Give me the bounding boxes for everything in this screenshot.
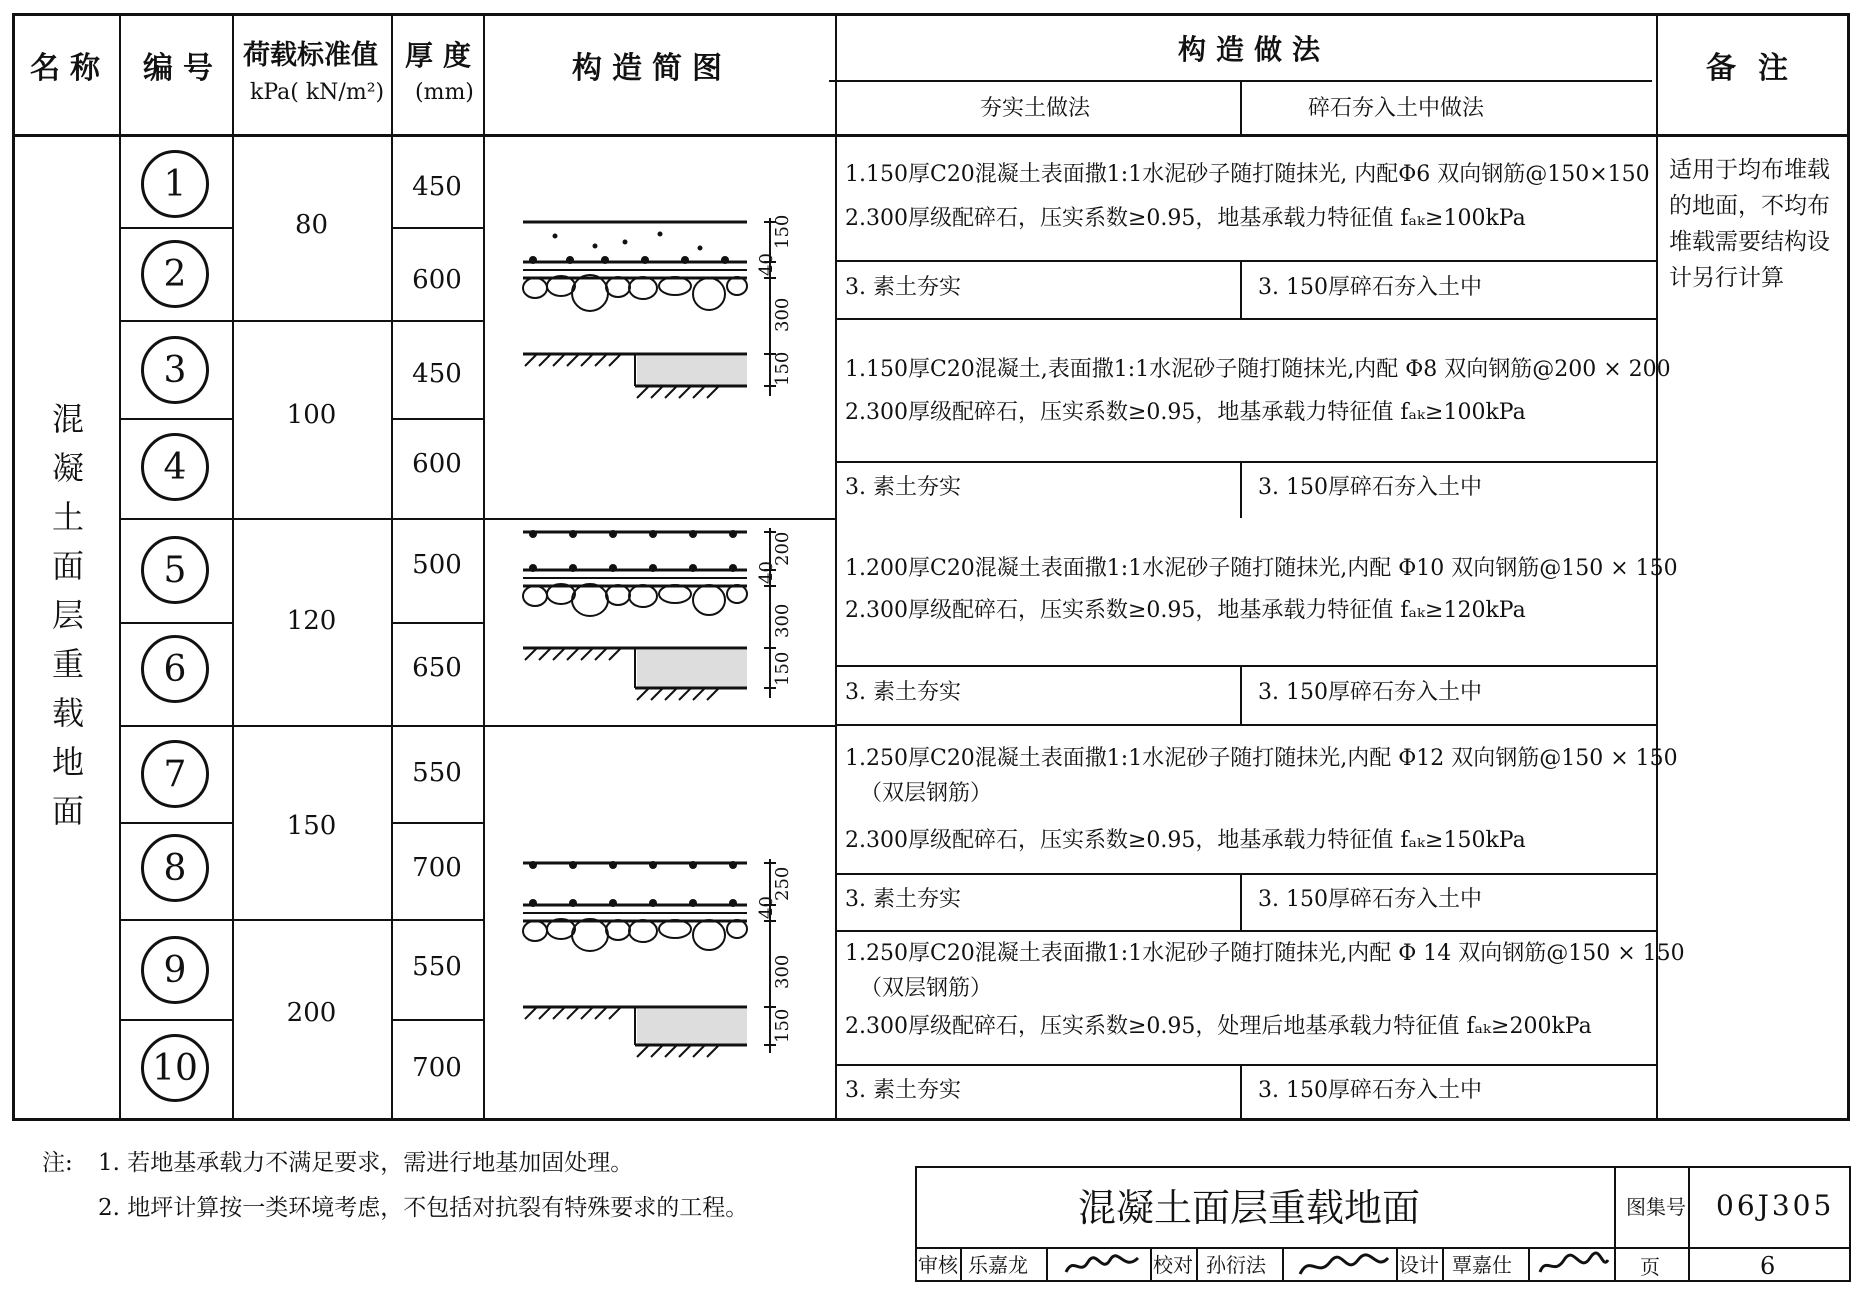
method-split [1240, 873, 1242, 930]
page-label: 页 [1640, 1255, 1660, 1279]
method-split [1240, 1064, 1242, 1121]
item-number-badge: 6 [141, 635, 209, 703]
thickness-value: 500 [412, 550, 462, 580]
designer-signature [1536, 1250, 1610, 1280]
method-b: 3. 150厚碎石夯入土中 [1258, 475, 1482, 500]
header-thickness: 厚度 [405, 39, 482, 72]
row-line [119, 418, 232, 420]
notes-label: 注: [42, 1150, 73, 1176]
load-value: 100 [286, 400, 337, 430]
row-line [119, 622, 232, 624]
method-b: 3. 150厚碎石夯入土中 [1258, 887, 1482, 912]
item-number-badge: 7 [141, 740, 209, 808]
title-block-line [915, 1247, 1851, 1249]
method-line [835, 665, 1656, 667]
method-line [835, 1064, 1656, 1066]
category-name: 混凝土面层重载地面 [51, 400, 84, 830]
row-line [119, 320, 483, 322]
header-remark: 备注 [1706, 51, 1810, 86]
header-thickness-unit: (mm) [415, 80, 474, 105]
thickness-value: 450 [412, 172, 462, 202]
method-line-1: 1.200厚C20混凝土表面撒1:1水泥砂子随打随抹光,内配 Φ10 双向钢筋@150 × 150 [845, 556, 1678, 581]
note-1: 1. 若地基承载力不满足要求，需进行地基加固处理。 [98, 1150, 634, 1176]
construction-diagram-2 [485, 520, 833, 722]
row-line [119, 1019, 232, 1021]
method-a: 3. 素土夯实 [845, 475, 961, 500]
method-line [835, 724, 1656, 726]
item-number-badge: 9 [141, 936, 209, 1004]
checker-name: 孙衍法 [1206, 1253, 1266, 1277]
load-value: 120 [286, 606, 337, 636]
title-block-line [1150, 1247, 1152, 1282]
item-number-badge: 10 [141, 1034, 209, 1102]
method-line-2: 2.300厚级配碎石，压实系数≥0.95，处理后地基承载力特征值 fₐₖ≥200kPa [845, 1014, 1592, 1039]
dim-label: 40 [756, 561, 777, 584]
thickness-value: 700 [412, 853, 462, 883]
row-line [391, 227, 483, 229]
method-line [835, 260, 1656, 262]
method-b: 3. 150厚碎石夯入土中 [1258, 680, 1482, 705]
load-value: 200 [286, 998, 337, 1028]
method-a: 3. 素土夯实 [845, 680, 961, 705]
item-number-badge: 2 [141, 240, 209, 308]
item-number-badge: 4 [141, 433, 209, 501]
construction-diagram-3 [485, 727, 833, 1119]
row-line [391, 822, 483, 824]
thickness-value: 650 [412, 653, 462, 683]
method-split [1240, 665, 1242, 724]
thickness-value: 550 [412, 952, 462, 982]
header-load: 荷载标准值 [243, 40, 378, 71]
atlas-number: 06J305 [1716, 1189, 1835, 1222]
load-value: 150 [286, 811, 337, 841]
method-a: 3. 素土夯实 [845, 1078, 961, 1103]
row-line [391, 418, 483, 420]
header-diagram: 构造简图 [572, 51, 732, 86]
atlas-label: 图集号 [1626, 1195, 1686, 1219]
title-block-line [1614, 1166, 1616, 1282]
method-line-1: 1.150厚C20混凝土,表面撒1:1水泥砂子随打随抹光,内配 Φ8 双向钢筋@200 × 200 [845, 357, 1671, 382]
method-split [1240, 461, 1242, 518]
title-block-line [1282, 1247, 1284, 1282]
thickness-value: 550 [412, 758, 462, 788]
dim-label: 150 [772, 651, 793, 686]
method-line-2: 2.300厚级配碎石，压实系数≥0.95，地基承载力特征值 fₐₖ≥100kPa [845, 400, 1526, 425]
col-line [119, 13, 121, 1121]
sheet-title: 混凝土面层重载地面 [1078, 1186, 1421, 1230]
dim-label: 40 [756, 896, 777, 919]
reviewer-name: 乐嘉龙 [968, 1253, 1028, 1277]
item-number-badge: 1 [141, 150, 209, 218]
title-block-line [1046, 1247, 1048, 1282]
designer-name: 覃嘉仕 [1452, 1253, 1512, 1277]
review-label: 审核 [918, 1253, 958, 1277]
note-2: 2. 地坪计算按一类环境考虑，不包括对抗裂有特殊要求的工程。 [98, 1195, 749, 1221]
checker-signature [1296, 1250, 1392, 1280]
thickness-value: 600 [412, 265, 462, 295]
item-number-badge: 3 [141, 336, 209, 404]
dim-label: 300 [772, 954, 793, 989]
row-line [119, 227, 232, 229]
col-line [232, 13, 234, 1121]
method-line-2: 2.300厚级配碎石，压实系数≥0.95，地基承载力特征值 fₐₖ≥150kPa [845, 828, 1526, 853]
page-number: 6 [1760, 1252, 1776, 1280]
load-value: 80 [294, 210, 329, 240]
header-method-b: 碎石夯入土中做法 [1308, 96, 1485, 121]
dim-label: 150 [772, 1008, 793, 1043]
dim-label: 300 [772, 297, 793, 332]
reviewer-signature [1062, 1250, 1144, 1280]
check-label: 校对 [1153, 1253, 1193, 1277]
title-block-line [1528, 1247, 1530, 1282]
dim-label: 150 [772, 214, 793, 249]
dim-label: 300 [772, 603, 793, 638]
method-line-1: 1.150厚C20混凝土表面撒1:1水泥砂子随打随抹光, 内配Φ6 双向钢筋@150×150 [845, 162, 1650, 187]
method-line-1b: （双层钢筋） [860, 976, 993, 1001]
item-number-badge: 8 [141, 834, 209, 902]
method-b: 3. 150厚碎石夯入土中 [1258, 1078, 1482, 1103]
col-line [835, 13, 837, 1121]
method-line-1b: （双层钢筋） [860, 781, 993, 806]
header-method-a: 夯实土做法 [980, 96, 1091, 121]
thickness-value: 600 [412, 449, 462, 479]
method-line-1: 1.250厚C20混凝土表面撒1:1水泥砂子随打随抹光,内配 Φ 14 双向钢筋@150 × 150 [845, 941, 1685, 966]
method-line-1: 1.250厚C20混凝土表面撒1:1水泥砂子随打随抹光,内配 Φ12 双向钢筋@150 × 150 [845, 746, 1678, 771]
remark-text: 适用于均布堆载的地面，不均布堆载需要结构设计另行计算 [1669, 157, 1830, 291]
title-block-line [960, 1247, 962, 1282]
title-block-line [1688, 1166, 1690, 1282]
header-load-unit: kPa( kN/m²) [250, 80, 385, 105]
construction-diagram-1 [485, 136, 833, 516]
col-line [1240, 80, 1242, 134]
dim-label: 40 [756, 253, 777, 276]
method-b: 3. 150厚碎石夯入土中 [1258, 275, 1482, 300]
method-line-2: 2.300厚级配碎石，压实系数≥0.95，地基承载力特征值 fₐₖ≥100kPa [845, 206, 1526, 231]
row-line [391, 622, 483, 624]
thickness-value: 700 [412, 1053, 462, 1083]
method-line [835, 930, 1656, 932]
header-name: 名称 [30, 51, 110, 86]
title-block-line [1396, 1247, 1398, 1282]
header-bottom-line [12, 134, 1850, 137]
header-code: 编号 [143, 51, 223, 86]
dim-label: 250 [772, 866, 793, 901]
item-number-badge: 5 [141, 536, 209, 604]
dim-label: 200 [772, 531, 793, 566]
method-split [1240, 260, 1242, 318]
method-a: 3. 素土夯实 [845, 887, 961, 912]
title-block-line [1196, 1247, 1198, 1282]
thickness-value: 450 [412, 359, 462, 389]
method-line-2: 2.300厚级配碎石，压实系数≥0.95，地基承载力特征值 fₐₖ≥120kPa [845, 598, 1526, 623]
header-method: 构造做法 [1178, 33, 1331, 66]
design-label: 设计 [1399, 1253, 1439, 1277]
method-line [835, 873, 1656, 875]
dim-label: 150 [772, 351, 793, 386]
method-a: 3. 素土夯实 [845, 275, 961, 300]
row-line [391, 1019, 483, 1021]
row-line [119, 822, 232, 824]
method-line [835, 461, 1656, 463]
title-block-line [1442, 1247, 1444, 1282]
method-line [835, 318, 1656, 320]
row-line [119, 919, 483, 921]
